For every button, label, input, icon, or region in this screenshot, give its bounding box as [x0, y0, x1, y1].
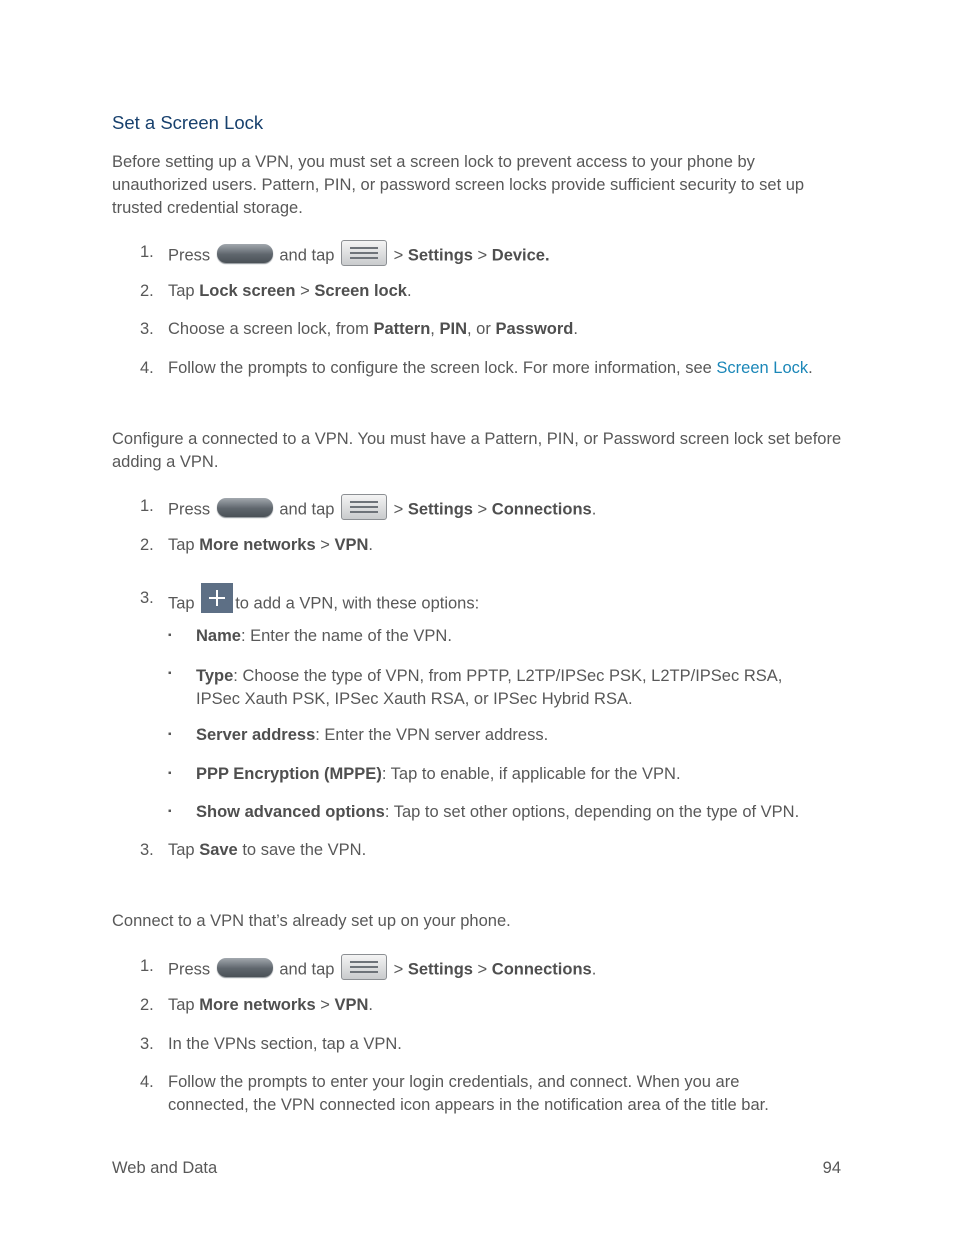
step-fragment: >	[477, 246, 488, 265]
step-fragment: Tap	[168, 536, 195, 554]
step-bold: Lock screen	[199, 282, 296, 300]
step-number: 1.	[140, 957, 154, 975]
bullet-icon: ▪	[168, 630, 172, 641]
step-number: 3.	[140, 1035, 154, 1053]
intro-paragraph: Connect to a VPN that’s already set up on your phone.	[112, 912, 511, 930]
step-bold: Password	[495, 320, 574, 338]
step-fragment: Tap	[168, 841, 195, 859]
add-plus-icon	[201, 583, 233, 613]
step-fragment: >	[393, 960, 404, 979]
step-text	[168, 243, 550, 269]
step-text	[168, 359, 813, 378]
menu-key-icon	[341, 954, 387, 980]
step-fragment: >	[393, 246, 404, 265]
step-fragment: Press	[168, 246, 211, 265]
option-text: : Choose the type of VPN, from PPTP, L2TP/IPSec PSK, L2TP/IPSec RSA, IPSec Xauth PSK, IPSec Xauth RSA, or IPSec Hybrid RSA.	[196, 667, 783, 708]
step-fragment: .	[808, 359, 813, 377]
step-number: 3.	[140, 320, 154, 338]
option-label: Name	[196, 627, 241, 645]
home-key-icon	[217, 958, 273, 977]
option-item	[196, 803, 799, 822]
menu-key-icon	[341, 494, 387, 520]
step-fragment: Press	[168, 500, 211, 519]
bullet-icon: ▪	[168, 668, 172, 679]
step-number: 2.	[140, 536, 154, 554]
option-text: : Tap to enable, if applicable for the VPN.	[381, 765, 681, 783]
step-fragment: >	[300, 282, 310, 300]
section-heading: Set a Screen Lock	[112, 112, 264, 133]
option-label: Show advanced options	[196, 803, 385, 821]
option-item	[196, 627, 452, 646]
step-fragment: .	[368, 996, 374, 1014]
bullet-icon: ▪	[168, 768, 172, 779]
step-bold: Connections	[491, 500, 592, 519]
option-label: PPP Encryption (MPPE)	[196, 765, 382, 783]
step-fragment: Press	[168, 960, 211, 979]
step-fragment: Choose a screen lock, from	[168, 320, 369, 338]
step-number: 3.	[140, 841, 154, 859]
step-text	[168, 320, 578, 339]
option-label: Type	[196, 667, 234, 685]
step-fragment: >	[320, 996, 330, 1014]
step-text	[168, 996, 373, 1015]
step-text	[168, 841, 366, 860]
step-fragment: to add a VPN, with these options:	[235, 594, 480, 613]
option-item	[196, 665, 826, 711]
step-fragment: .	[406, 282, 412, 300]
step-fragment: Tap	[168, 996, 195, 1014]
step-bold: VPN	[334, 536, 369, 554]
step-fragment: .	[368, 536, 374, 554]
step-fragment: to save the VPN.	[242, 841, 367, 859]
bullet-icon: ▪	[168, 729, 172, 740]
step-bold: Connections	[491, 960, 592, 979]
step-bold: Screen lock	[314, 282, 407, 300]
step-text	[168, 282, 412, 301]
step-number: 2.	[140, 282, 154, 300]
step-text: In the VPNs section, tap a VPN.	[168, 1035, 402, 1053]
home-key-icon	[217, 498, 273, 517]
step-fragment: ,	[430, 320, 435, 338]
step-text	[168, 957, 596, 983]
step-text: Follow the prompts to enter your login credentials, and connect. When you are connected, the VPN connected icon appears in the notification area of the title bar.	[168, 1073, 769, 1114]
screen-lock-link[interactable]: Screen Lock	[716, 359, 809, 377]
footer-section-name: Web and Data	[112, 1159, 218, 1177]
step-fragment: .	[591, 500, 597, 519]
step-fragment: Tap	[168, 282, 195, 300]
step-bold: Settings	[407, 960, 473, 979]
step-fragment: , or	[467, 320, 491, 338]
bullet-icon: ▪	[168, 806, 172, 817]
step-bold: VPN	[334, 996, 369, 1014]
step-fragment: .	[591, 960, 597, 979]
option-label: Server address	[196, 726, 316, 744]
step-text	[168, 536, 373, 555]
step-bold: More networks	[199, 996, 316, 1014]
step-fragment: >	[393, 500, 404, 519]
step-fragment: and tap	[279, 500, 335, 519]
footer-page-number: 94	[822, 1159, 841, 1177]
step-fragment: >	[477, 500, 488, 519]
step-number: 4.	[140, 1073, 154, 1091]
option-text: : Enter the VPN server address.	[315, 726, 549, 744]
step-text	[168, 497, 596, 523]
step-bold: Pattern	[373, 320, 431, 338]
step-fragment: and tap	[279, 246, 335, 265]
step-number: 4.	[140, 359, 154, 377]
step-text	[168, 589, 479, 619]
option-item	[196, 765, 681, 784]
step-number: 1.	[140, 243, 154, 261]
step-bold: PIN	[439, 320, 467, 338]
step-fragment: >	[477, 960, 488, 979]
step-bold: More networks	[199, 536, 316, 554]
step-bold: Settings	[407, 500, 473, 519]
intro-paragraph: Configure a connected to a VPN. You must have a Pattern, PIN, or Password screen lock set before adding a VPN.	[112, 430, 842, 471]
step-fragment: >	[320, 536, 330, 554]
step-bold: Device.	[491, 246, 550, 265]
step-number: 1.	[140, 497, 154, 515]
step-bold: Settings	[407, 246, 473, 265]
step-fragment: Follow the prompts to configure the screen lock. For more information, see	[168, 359, 712, 377]
step-number: 3.	[140, 589, 154, 607]
step-number: 2.	[140, 996, 154, 1014]
step-bold: Save	[199, 841, 238, 859]
step-fragment: Tap	[168, 594, 195, 613]
menu-key-icon	[341, 240, 387, 266]
home-key-icon	[217, 244, 273, 263]
intro-paragraph: Before setting up a VPN, you must set a screen lock to prevent access to your phone by unauthorized users. Pattern, PIN, or password screen locks provide sufficient security to set up trusted credential storage.	[112, 153, 805, 217]
option-text: : Tap to set other options, depending on the type of VPN.	[384, 803, 800, 821]
step-fragment: .	[573, 320, 578, 338]
step-fragment: and tap	[279, 960, 335, 979]
option-item	[196, 726, 548, 745]
option-text: : Enter the name of the VPN.	[240, 627, 452, 645]
